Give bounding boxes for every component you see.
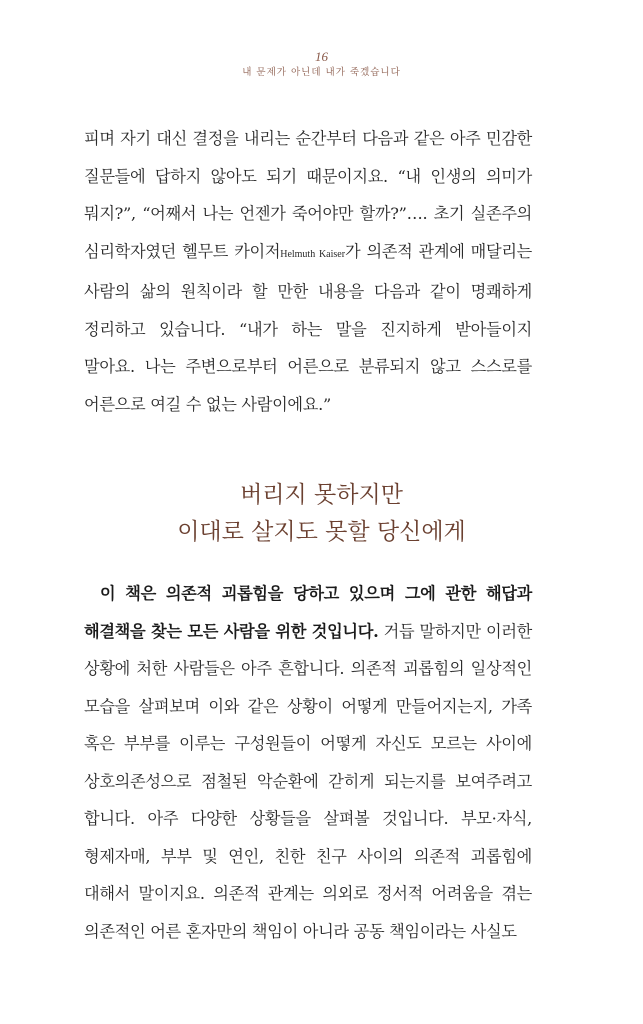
section-heading-line-1: 버리지 못하지만 — [240, 482, 403, 508]
running-title: 내 문제가 아닌데 내가 죽겠습니다 — [242, 67, 401, 78]
paragraph-text: 가 의존적 관계에 매달리는 사람의 삶의 원칙이라 할 만한 내용을 다음과 같이 명쾌하게 정리하고 있습니다. “내가 하는 말을 진지하게 받아들이지 말아요. 나는 주변으로부터 어른으로 분류되지 않고 스스로를 어른으로 여길 수 없는 사람이에요.” — [84, 241, 532, 414]
page-number: 16 — [315, 49, 328, 64]
paragraph-text: 피며 자기 대신 결정을 내리는 순간부터 다음과 같은 아주 민감한 질문들에 답하지 않아도 되기 때문이지요. “내 인생의 의미가 뭐지?”, “어째서 나는 언젠가 죽어야만 할까?”…. 초기 실존주의 심리학자였던 헬무트 카이저 — [84, 129, 532, 261]
emphasized-text: 이 책은 의존적 괴롭힘을 당하고 있으며 그에 관한 해답과 해결책을 찾는 모든 사람을 위한 것입니다. — [84, 584, 532, 641]
section-heading — [0, 477, 643, 551]
section-heading-line-2: 이대로 살지도 못할 당신에게 — [177, 519, 466, 545]
page-header — [0, 48, 643, 80]
body-paragraph-2 — [84, 575, 532, 950]
paragraph-text: 거듭 말하지만 이러한 상황에 처한 사람들은 아주 흔합니다. 의존적 괴롭힘의 일상적인 모습을 살펴보며 이와 같은 상황이 어떻게 만들어지는지, 가족 혹은 부부를 이루는 구성원들이 어떻게 자신도 모르는 사이에 상호의존성으로 점철된 악순환에 갇히게 되는지를 보여주려고 합니다. 아주 다양한 상황들을 살펴볼 것입니다. 부모·자식, 형제자매, 부부 및 연인, 친한 친구 사이의 의존적 괴롭힘에 대해서 말이지요. 의존적 관계는 의외로 정서적 어려움을 겪는 의존적인 어른 혼자만의 책임이 아니라 공동 책임이라는 사실도 — [84, 621, 532, 941]
body-paragraph-1 — [84, 120, 532, 423]
author-name-latin: Helmuth Kaiser — [280, 248, 346, 260]
